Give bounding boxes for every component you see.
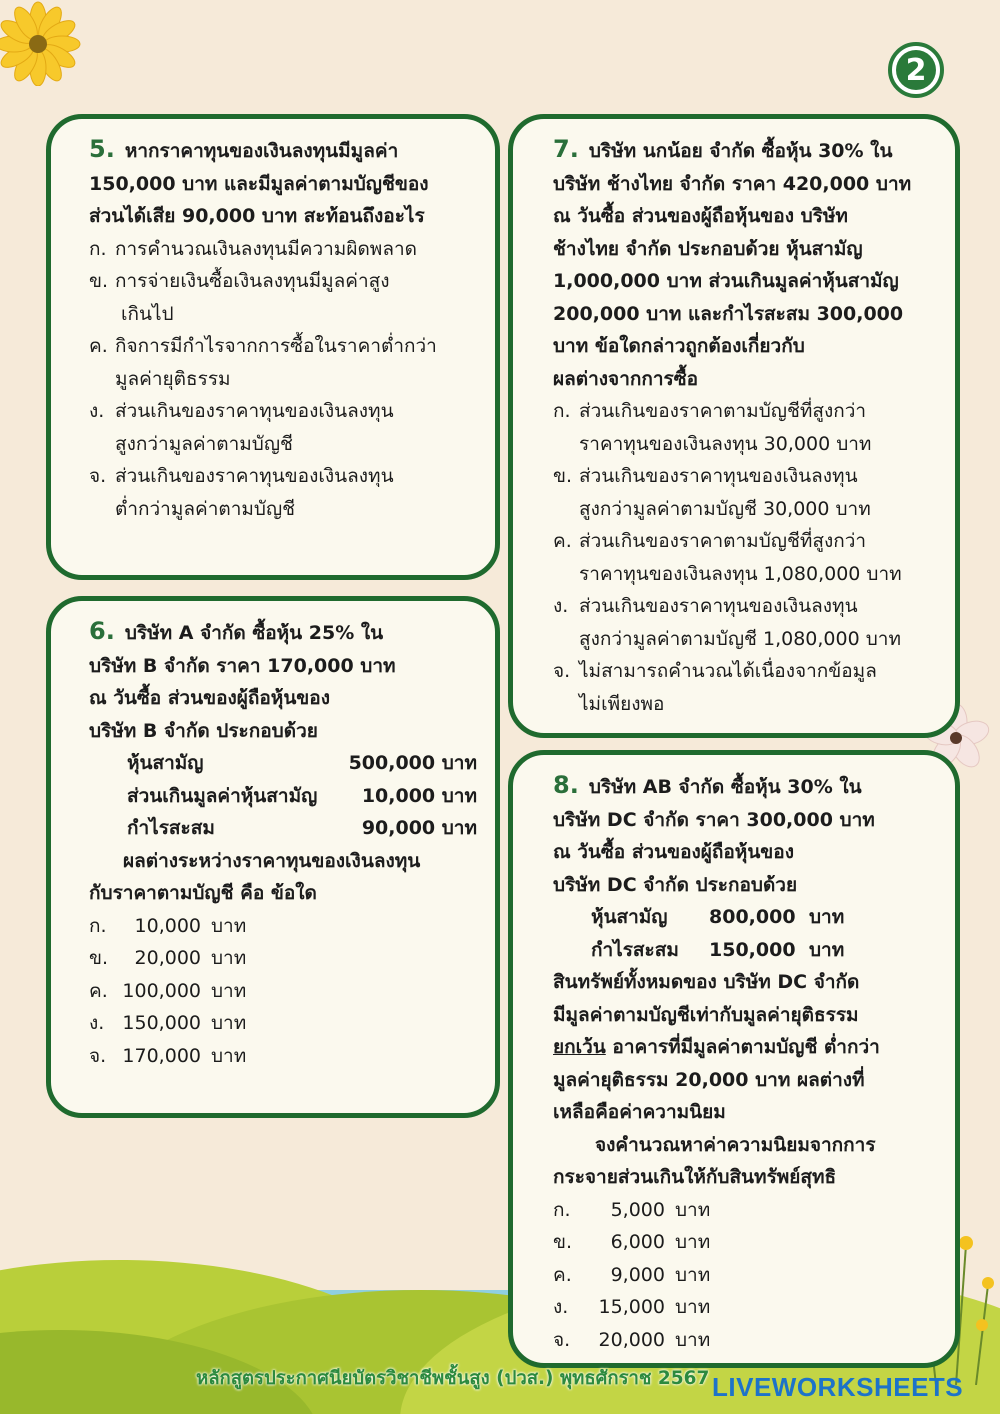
question-5-card: 5. หากราคาทุนของเงินลงทุนมีมูลค่า 150,000 บาท และมีมูลค่าตามบัญชีของ ส่วนได้เสีย 90,000 บาท สะท้อนถึงอะไร ก. การคำนวณเงินลงทุนมีความผิดพลาด ข. การจ่ายเงินซื้อเงินลงทุนมีมูลค่าสูง เกินไป ค. กิจการมีกำไรจากการซื้อในราคาต่ำกว่า มูลค่ายุติธรรม ง. ส่วนเกินของราคาทุนของเงินลงทุน สูงกว่ามูลค่าตามบัญชี จ. ส่วนเกินของราคาทุนของเงินลงทุน ต่ำกว่ามูลค่าตามบัญชี [46, 114, 500, 580]
option-d[interactable]: ง. ส่วนเกินของราคาทุนของเงินลงทุน สูงกว่ามูลค่าตามบัญชี 1,080,000 บาท [553, 595, 901, 650]
question-8-stem: 8. บริษัท AB จำกัด ซื้อหุ้น 30% ใน [553, 771, 862, 799]
option-e[interactable]: จ. 170,000 บาท [89, 1044, 247, 1067]
option-e[interactable]: จ. 20,000 บาท [553, 1328, 711, 1351]
page-number-badge [888, 42, 944, 98]
question-number: 8. [553, 771, 579, 799]
question-5-stem: 5. หากราคาทุนของเงินลงทุนมีมูลค่า [89, 135, 399, 163]
option-b[interactable]: ข. 20,000 บาท [89, 947, 247, 969]
equity-row: กำไรสะสม 150,000 บาท [591, 938, 845, 961]
course-footer: หลักสูตรประกาศนียบัตรวิชาชีพชั้นสูง (ปวส.) พุทธศักราช 2567 [196, 1368, 710, 1389]
option-c[interactable]: ค. ส่วนเกินของราคาตามบัญชีที่สูงกว่า ราคาทุนของเงินลงทุน 1,080,000 บาท [553, 530, 902, 585]
question-8-card: 8. บริษัท AB จำกัด ซื้อหุ้น 30% ใน บริษัท DC จำกัด ราคา 300,000 บาท ณ วันซื้อ ส่วนของผู้ถือหุ้นของ บริษัท DC จำกัด ประกอบด้วย หุ้นสามัญ 800,000 บาท กำไรสะสม 150,000 บาท สินทรัพย์ทั้งหมดของ บริษัท DC จำกัด มีมูลค่าตามบัญชีเท่ากับมูลค่ายุติธรรม ยกเว้น อาคารที่มีมูลค่าตามบัญชี ต่ำกว่า มูลค่ายุติธรรม 20,000 บาท ผลต่างที่ เหลือคือค่าความนิยม จงคำนวณหาค่าความนิยมจากการ กระจายส่วนเกินให้กับสินทรัพย์สุทธิ ก. 5,000 บาท ข. 6,000 บาท ค. 9,000 บาท ง. 15,000 บาท จ. 20,000 บาท [508, 750, 960, 1368]
equity-row: หุ้นสามัญ 800,000 บาท [591, 906, 845, 928]
option-b[interactable]: ข. การจ่ายเงินซื้อเงินลงทุนมีมูลค่าสูง เกินไป [89, 270, 390, 325]
equity-row: ส่วนเกินมูลค่าหุ้นสามัญ 10,000 บาท [127, 784, 477, 807]
option-e[interactable]: จ. ส่วนเกินของราคาทุนของเงินลงทุน ต่ำกว่ามูลค่าตามบัญชี [89, 465, 394, 520]
except-word: ยกเว้น [553, 1036, 606, 1058]
question-6-card: 6. บริษัท A จำกัด ซื้อหุ้น 25% ใน บริษัท B จำกัด ราคา 170,000 บาท ณ วันซื้อ ส่วนของผู้ถือหุ้นของ บริษัท B จำกัด ประกอบด้วย หุ้นสามัญ 500,000 บาท ส่วนเกินมูลค่าหุ้นสามัญ 10,000 บาท กำไรสะสม 90,000 บาท ผลต่างระหว่างราคาทุนของเงินลงทุน กับราคาตามบัญชี คือ ข้อใด ก. 10,000 บาท ข. 20,000 บาท ค. 100,000 บาท ง. 150,000 บาท จ. 170,000 บาท [46, 596, 500, 1118]
option-e[interactable]: จ. ไม่สามารถคำนวณได้เนื่องจากข้อมูล ไม่เพียงพอ [553, 660, 877, 715]
option-b[interactable]: ข. 6,000 บาท [553, 1231, 711, 1253]
question-number: 7. [553, 135, 579, 163]
question-7-card: 7. บริษัท นกน้อย จำกัด ซื้อหุ้น 30% ใน บริษัท ช้างไทย จำกัด ราคา 420,000 บาท ณ วันซื้อ ส่วนของผู้ถือหุ้นของ บริษัท ช้างไทย จำกัด ประกอบด้วย หุ้นสามัญ 1,000,000 บาท ส่วนเกินมูลค่าหุ้นสามัญ 200,000 บาท และกำไรสะสม 300,000 บาท ข้อใดกล่าวถูกต้องเกี่ยวกับ ผลต่างจากการซื้อ ก. ส่วนเกินของราคาตามบัญชีที่สูงกว่า ราคาทุนของเงินลงทุน 30,000 บาท ข. ส่วนเกินของราคาทุนของเงินลงทุน สูงกว่ามูลค่าตามบัญชี 30,000 บาท ค. ส่วนเกินของราคาตามบัญชีที่สูงกว่า ราคาทุนของเงินลงทุน 1,080,000 บาท ง. ส่วนเกินของราคาทุนของเงินลงทุน สูงกว่ามูลค่าตามบัญชี 1,080,000 บาท จ. ไม่สามารถคำนวณได้เนื่องจากข้อมูล ไม่เพียงพอ [508, 114, 960, 738]
option-c[interactable]: ค. กิจการมีกำไรจากการซื้อในราคาต่ำกว่า มูลค่ายุติธรรม [89, 335, 437, 390]
option-a[interactable]: ก. 5,000 บาท [553, 1198, 711, 1221]
question-number: 6. [89, 617, 115, 645]
sunflower-icon [0, 0, 92, 86]
option-d[interactable]: ง. 15,000 บาท [553, 1296, 711, 1318]
question-number: 5. [89, 135, 115, 163]
option-d[interactable]: ง. ส่วนเกินของราคาทุนของเงินลงทุน สูงกว่ามูลค่าตามบัญชี [89, 400, 394, 455]
option-c[interactable]: ค. 9,000 บาท [553, 1263, 711, 1286]
equity-row: กำไรสะสม 90,000 บาท [127, 817, 477, 839]
question-7-stem: 7. บริษัท นกน้อย จำกัด ซื้อหุ้น 30% ใน [553, 135, 893, 163]
equity-row: หุ้นสามัญ 500,000 บาท [127, 752, 477, 774]
question-6-stem: 6. บริษัท A จำกัด ซื้อหุ้น 25% ใน [89, 617, 384, 645]
option-a[interactable]: ก. การคำนวณเงินลงทุนมีความผิดพลาด [89, 237, 417, 260]
option-a[interactable]: ก. ส่วนเกินของราคาตามบัญชีที่สูงกว่า ราคาทุนของเงินลงทุน 30,000 บาท [553, 400, 872, 455]
option-d[interactable]: ง. 150,000 บาท [89, 1012, 247, 1034]
option-a[interactable]: ก. 10,000 บาท [89, 914, 247, 937]
page-number: 2 [896, 50, 936, 90]
option-c[interactable]: ค. 100,000 บาท [89, 979, 247, 1002]
liveworksheets-logo[interactable]: LIVEWORKSHEETS [712, 1372, 964, 1402]
option-b[interactable]: ข. ส่วนเกินของราคาทุนของเงินลงทุน สูงกว่ามูลค่าตามบัญชี 30,000 บาท [553, 465, 871, 520]
